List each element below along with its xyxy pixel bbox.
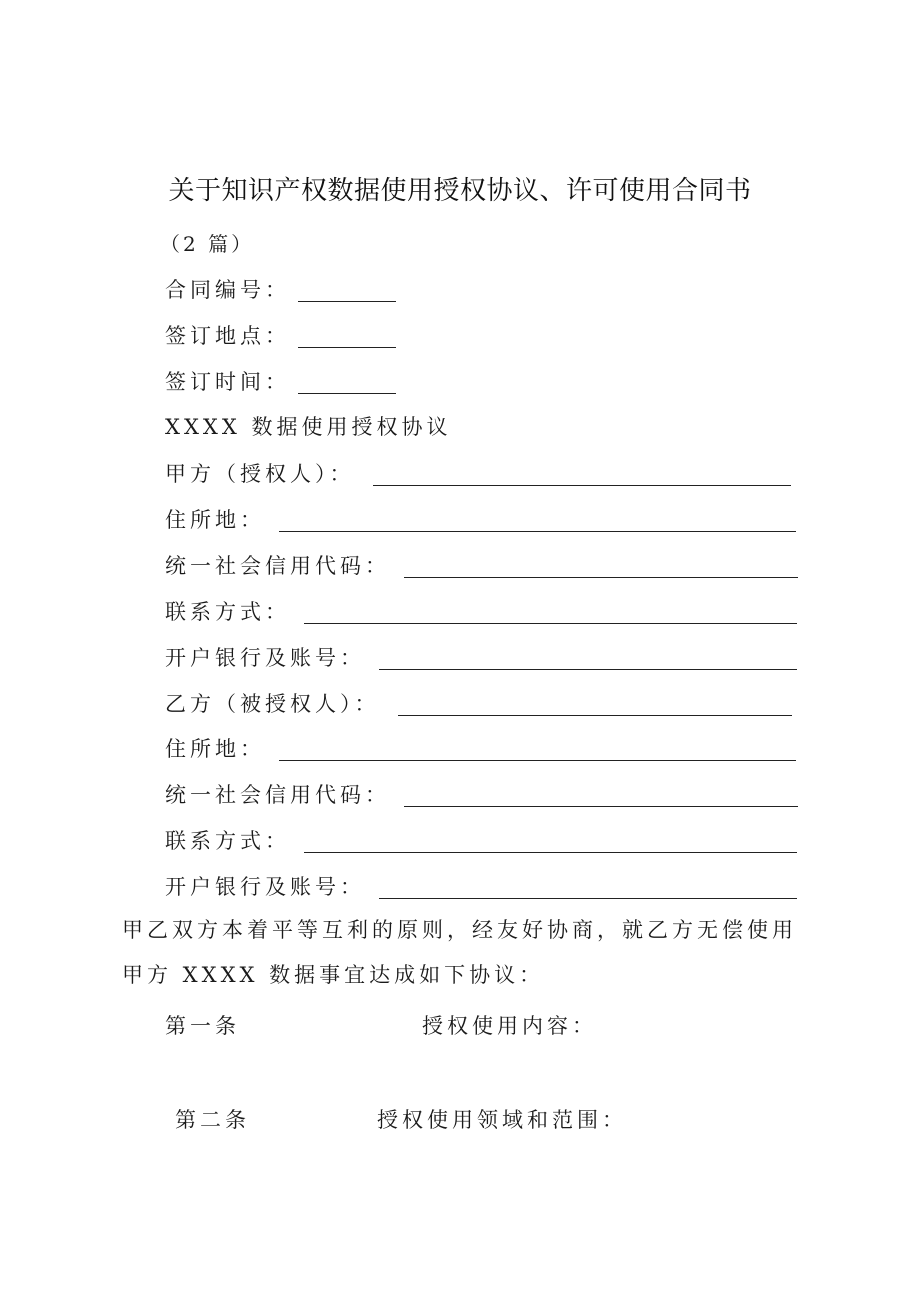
preamble-paragraph <box>122 908 802 998</box>
fill-in-line <box>279 511 796 532</box>
field-label: 开户银行及账号： <box>165 646 365 670</box>
article-2-number: 第二条 <box>175 1108 250 1132</box>
signing-time-field <box>165 364 396 396</box>
article-1-number: 第一条 <box>165 1014 240 1038</box>
fill-in-line <box>304 603 797 624</box>
field-label: 住所地： <box>165 508 265 532</box>
preamble-line: 甲方 XXXX 数据事宜达成如下协议： <box>122 963 545 987</box>
field-label: 开户银行及账号： <box>165 875 365 899</box>
contract-number-field <box>165 272 396 304</box>
field-label: 签订地点： <box>165 324 290 348</box>
field-label: 联系方式： <box>165 600 290 624</box>
signing-place-field <box>165 318 396 350</box>
fill-in-line <box>304 832 797 853</box>
party-b-bank-field <box>165 869 797 901</box>
field-label: 甲方（授权人）： <box>165 462 355 486</box>
field-label: 住所地： <box>165 737 265 761</box>
party-a-bank-field <box>165 640 797 672</box>
fill-in-line <box>373 465 791 486</box>
field-label: 联系方式： <box>165 829 290 853</box>
fill-in-line <box>379 649 797 670</box>
party-b-address-field <box>165 731 796 763</box>
party-b-credit-code-field <box>165 777 798 809</box>
fill-in-line <box>404 786 798 807</box>
party-b-name-field <box>165 686 792 718</box>
party-b-contact-field <box>165 823 797 855</box>
fill-in-line <box>404 557 798 578</box>
party-a-contact-field <box>165 594 797 626</box>
party-a-address-field <box>165 502 796 534</box>
article-1-heading: 授权使用内容： <box>422 1014 597 1038</box>
document-subtitle: （2 篇） <box>160 232 255 256</box>
field-label: 合同编号： <box>165 278 290 302</box>
field-label: 统一社会信用代码： <box>165 783 390 807</box>
fill-in-line <box>279 740 796 761</box>
article-2-heading: 授权使用领域和范围： <box>377 1108 627 1132</box>
fill-in-line <box>298 373 396 394</box>
party-a-credit-code-field <box>165 548 798 580</box>
fill-in-line <box>298 281 396 302</box>
field-label: 统一社会信用代码： <box>165 554 390 578</box>
field-label: 乙方（被授权人）： <box>165 692 380 716</box>
fill-in-line <box>398 695 792 716</box>
fill-in-line <box>298 327 396 348</box>
fill-in-line <box>379 878 797 899</box>
document-title: 关于知识产权数据使用授权协议、许可使用合同书 <box>168 176 752 206</box>
agreement-title <box>165 409 451 441</box>
party-a-name-field <box>165 456 791 488</box>
agreement-title-text: XXXX 数据使用授权协议 <box>165 415 452 439</box>
preamble-line: 甲乙双方本着平等互利的原则，经友好协商，就乙方无偿使用 <box>122 918 797 942</box>
field-label: 签订时间： <box>165 370 290 394</box>
